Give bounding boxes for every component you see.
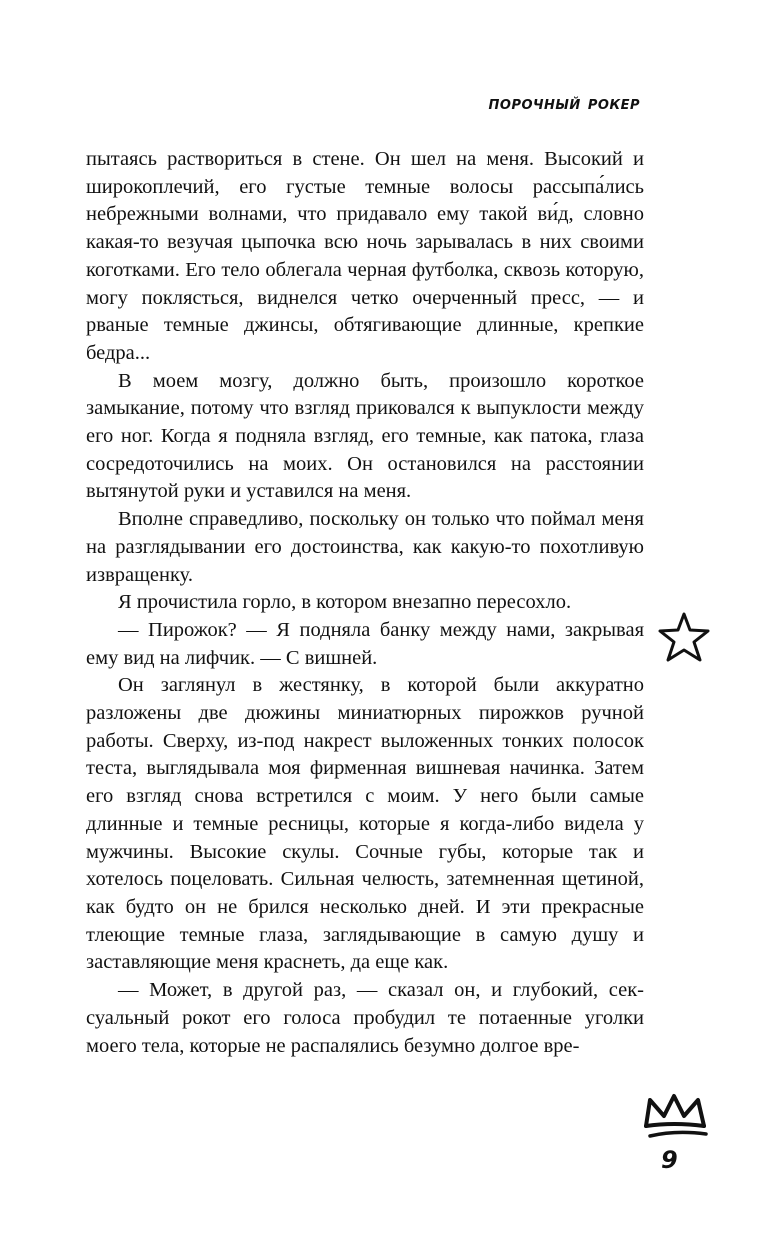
paragraph: Он заглянул в жестянку, в которой были аккуратно разложены две дюжины миниатюрных пирожков ручной работы. Сверху, из-под накрест выложенных тонких полосок теста, выглядывала моя фирменная вишневая начинка. Затем его взгляд снова встретился с моим. У него были самые длинные и темные ресницы, которые я когда-либо видела у мужчины. Высокие скулы. Сочные губы, которые так и хотелось поцеловать. Сильная челюсть, затемненная щетиной, как будто он не брился несколько дней. И эти прекрасные тлеющие темные глаза, заглядывающие в самую душу и заставляющие меня краснеть, да еще как. — [86, 674, 644, 974]
crown-icon — [640, 1092, 712, 1146]
paragraph: — Может, в другой раз, — сказал он, и глубокий, сексуальный рокот его голоса пробудил те потаенные уголки моего тела, которые не распалялись безумно долгое вре- — [86, 979, 644, 1057]
paragraph: Вполне справедливо, поскольку он только что поймал меня на разглядывании его достоинства, как какую-то похотливую извращенку. — [86, 508, 644, 586]
body-text — [86, 146, 644, 1060]
paragraph: — Пирожок? — Я подняла банку между нами, закрывая ему вид на лифчик. — С вишней. — [86, 618, 644, 669]
star-icon — [656, 610, 712, 666]
paragraph: пытаясь раствориться в стене. Он шел на меня. Высокий и широкоплечий, его густые темные волосы рассыпа́лись небрежными волнами, что придавало ему такой ви́д, словно какая-то везучая цыпочка всю ночь зарывалась в них своими коготками. Его тело облегала черная футболка, сквозь которую, могу поклясться, виднелся четко очерченный пресс, — и рваные темные джинсы, обтягивающие длинные, крепкие бедра... — [86, 148, 644, 364]
paragraph: В моем мозгу, должно быть, произошло короткое замыкание, потому что взгляд приковался к выпуклости между его ног. Когда я подняла взгляд, его темные, как патока, глаза сосредоточились на моих. Он остановился на расстоянии вытянутой руки и уставился на меня. — [86, 369, 644, 503]
paragraph: Я прочистила горло, в котором внезапно пересохло. — [118, 591, 572, 614]
running-title: порочный рокер — [488, 92, 640, 114]
page-number: 9 — [661, 1146, 678, 1174]
